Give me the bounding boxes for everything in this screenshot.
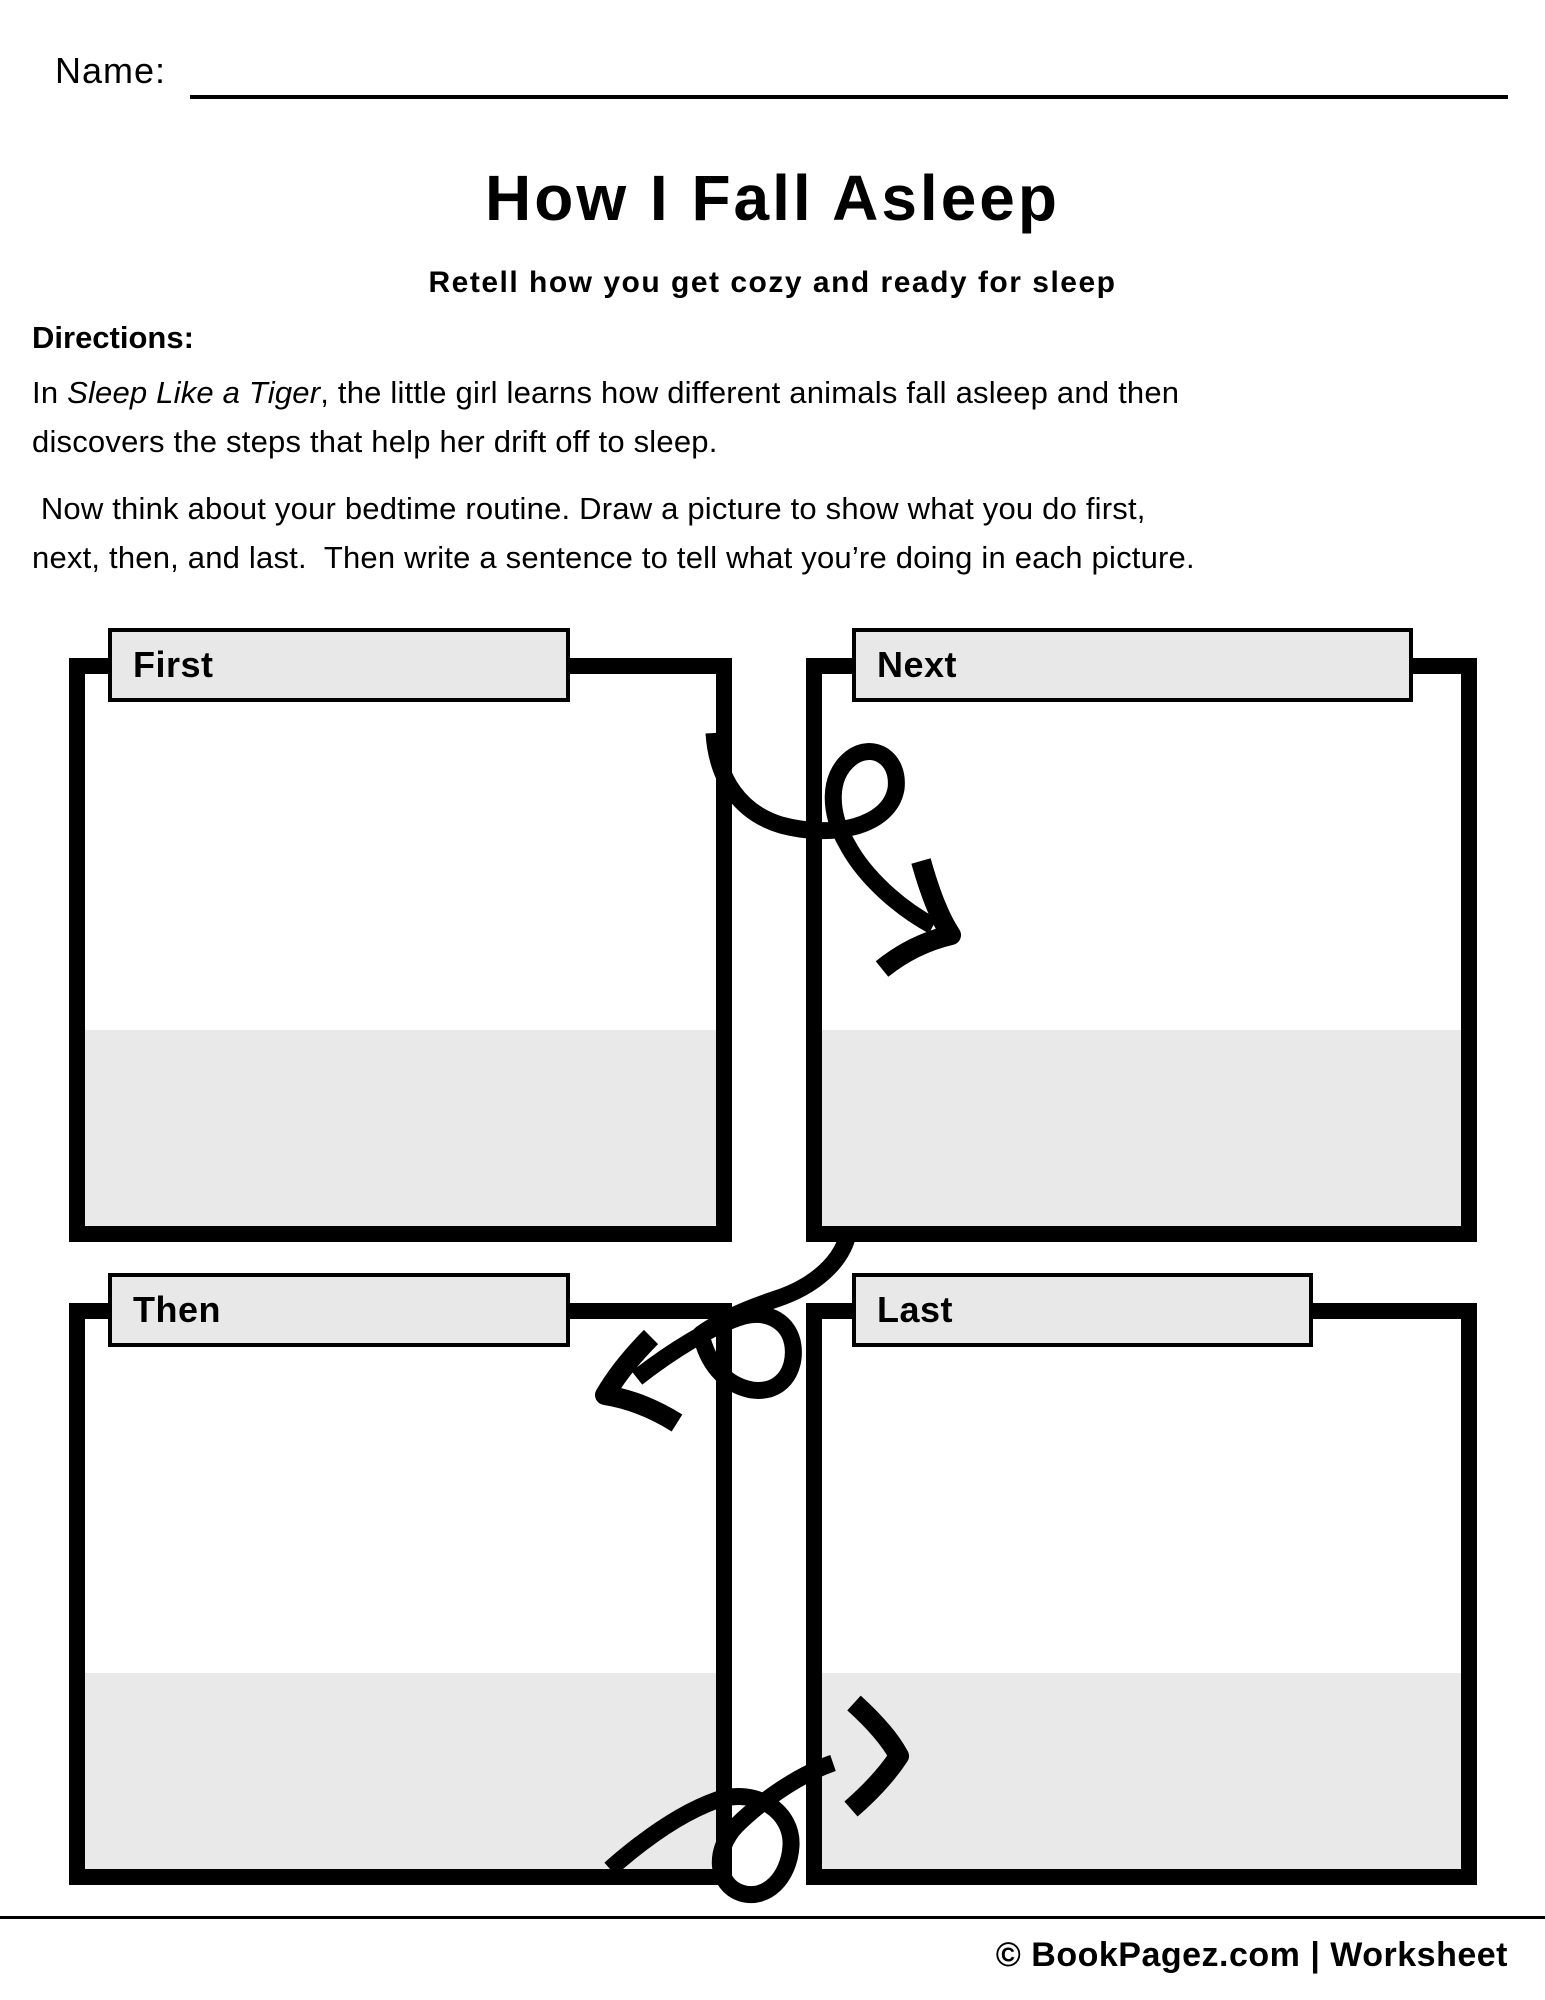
box-label-tab-first xyxy=(108,628,570,702)
drawing-area-first[interactable] xyxy=(85,674,716,1030)
sentence-area-last[interactable] xyxy=(822,1673,1461,1869)
box-label-last: Last xyxy=(877,1289,954,1330)
footer-divider xyxy=(0,1916,1545,1919)
directions-p1-line2: discovers the steps that help her drift off to sleep. xyxy=(32,424,718,459)
box-label-tab-last xyxy=(852,1273,1313,1347)
box-label-tab-then xyxy=(108,1273,570,1347)
box-label-tab-next xyxy=(852,628,1413,702)
sentence-area-next[interactable] xyxy=(822,1030,1461,1226)
box-label-first: First xyxy=(133,644,214,685)
page-subtitle: Retell how you get cozy and ready for sleep xyxy=(428,266,1117,299)
directions-heading: Directions: xyxy=(32,320,194,355)
name-fill-in-line[interactable] xyxy=(190,95,1508,99)
directions-p2-line2: next, then, and last. Then write a sentence to tell what you’re doing in each picture. xyxy=(32,540,1195,575)
drawing-area-last[interactable] xyxy=(822,1319,1461,1673)
sequence-box-then xyxy=(69,1303,732,1885)
sentence-area-then[interactable] xyxy=(85,1673,716,1869)
box-label-then: Then xyxy=(133,1289,221,1330)
sequence-box-next xyxy=(806,658,1477,1242)
sequence-box-last xyxy=(806,1303,1477,1885)
drawing-area-then[interactable] xyxy=(85,1319,716,1673)
directions-paragraph-2 xyxy=(32,484,1195,582)
directions-p2-line1: Now think about your bedtime routine. Draw a picture to show what you do first, xyxy=(32,491,1146,526)
page-title: How I Fall Asleep xyxy=(485,162,1060,234)
drawing-area-next[interactable] xyxy=(822,674,1461,1030)
box-label-next: Next xyxy=(877,644,958,685)
directions-paragraph-1 xyxy=(32,368,1179,466)
sentence-area-first[interactable] xyxy=(85,1030,716,1226)
directions-p1-line1 xyxy=(32,368,1179,417)
name-label: Name: xyxy=(55,50,167,91)
sequence-box-first xyxy=(69,658,732,1242)
footer-credit: © BookPagez.com | Worksheet xyxy=(995,1936,1508,1974)
book-title-italic: Sleep Like a Tiger xyxy=(67,375,321,410)
p1-prefix: In xyxy=(32,375,68,410)
p1-line1-rest: , the little girl learns how different animals fall asleep and then xyxy=(320,375,1180,410)
